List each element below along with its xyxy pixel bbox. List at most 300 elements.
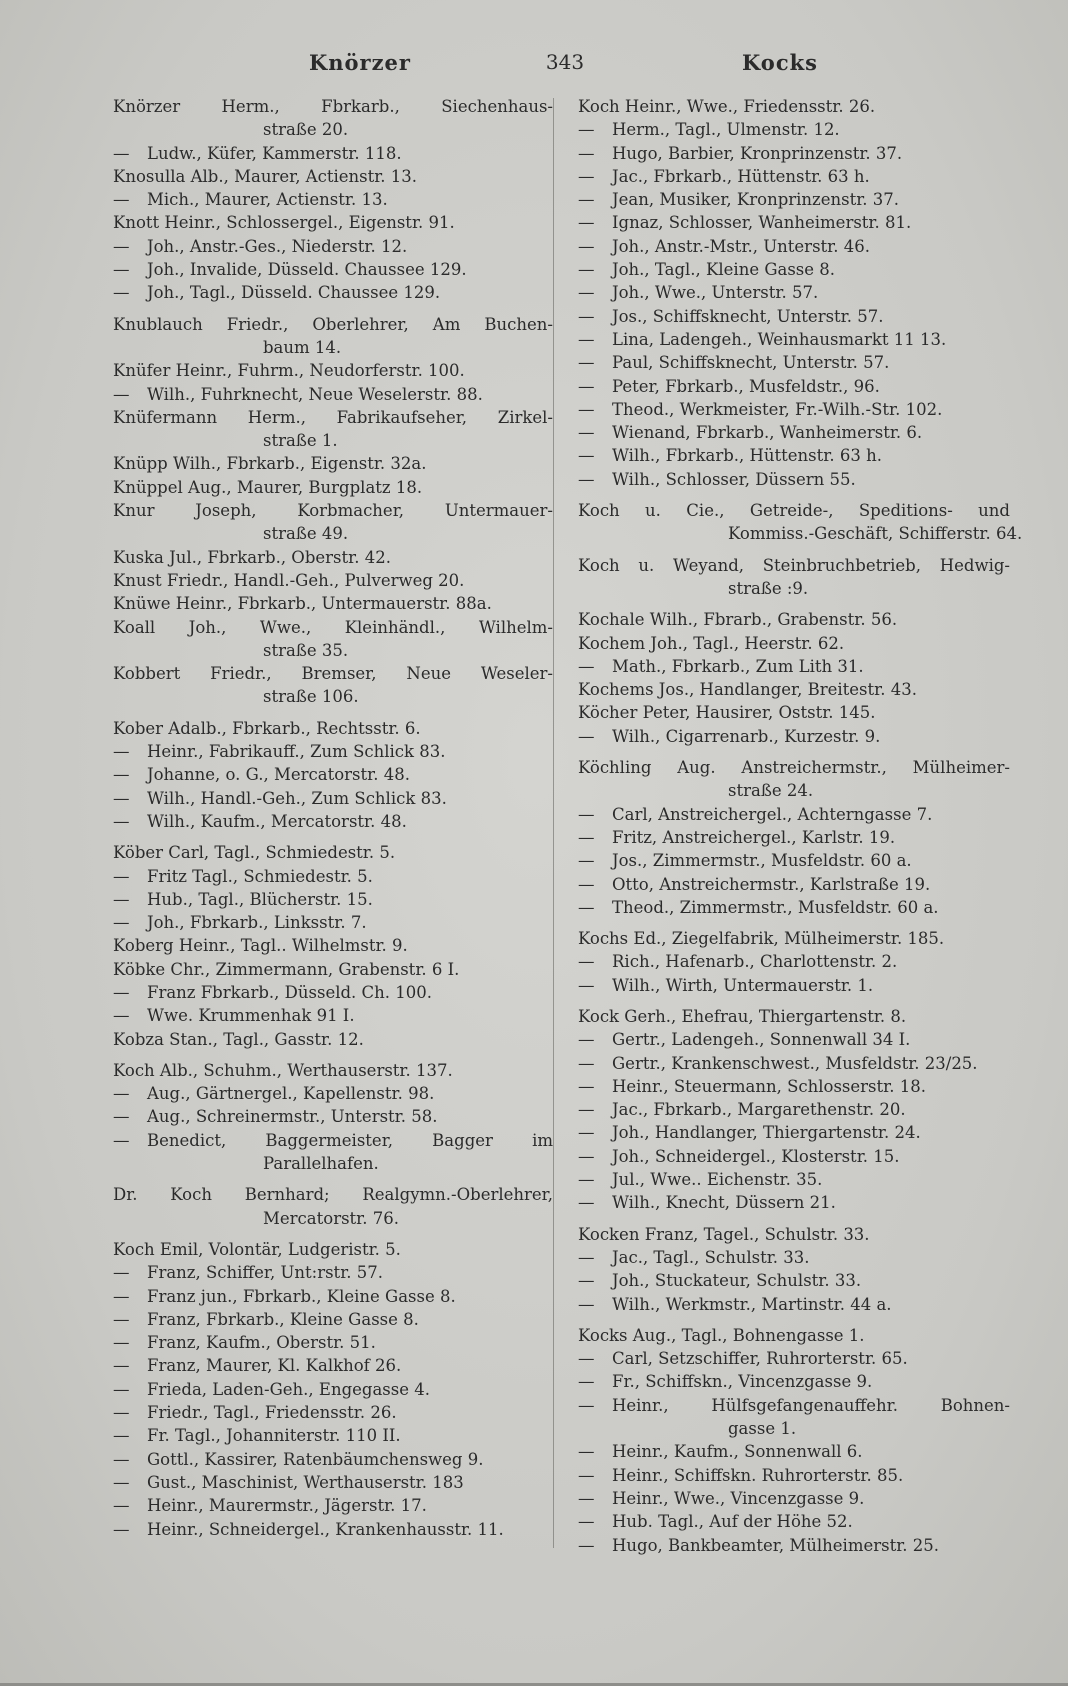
entry-ditto (113, 235, 553, 258)
entry-text: Knüfer Heinr., Fuhrm., Neudorferstr. 100. (113, 361, 465, 381)
entry-text: Ignaz, Schlosser, Wanheimerstr. 81. (612, 213, 912, 233)
ditto-dash: — (113, 811, 130, 831)
ditto-dash: — (578, 1193, 595, 1213)
entry-ditto (578, 1121, 1010, 1144)
entry-text: Joh., Handlanger, Thiergartenstr. 24. (612, 1123, 921, 1143)
ditto-dash: — (578, 1395, 595, 1415)
entry-text: Parallelhafen. (263, 1154, 379, 1174)
entry-line (113, 1183, 553, 1206)
entry-ditto (578, 896, 1010, 919)
entry-ditto (578, 1487, 1010, 1510)
entry-line (113, 406, 553, 429)
entry-line (578, 678, 1010, 701)
ditto-dash: — (113, 1379, 130, 1399)
entry-text: Math., Fbrkarb., Zum Lith 31. (612, 656, 864, 676)
entry-text: Wilh., Fbrkarb., Hüttenstr. 63 h. (612, 446, 882, 466)
ditto-dash: — (113, 1472, 130, 1492)
ditto-dash: — (578, 1294, 595, 1314)
entry-ditto (578, 1394, 1010, 1417)
entry-ditto (578, 211, 1010, 234)
ditto-dash: — (578, 851, 595, 871)
entry-text: Heinr., Wwe., Vincenzgasse 9. (612, 1488, 865, 1508)
entry-text: Heinr., Kaufm., Sonnenwall 6. (612, 1442, 863, 1462)
entry-text: Joh., Anstr.-Mstr., Unterstr. 46. (612, 236, 870, 256)
entry-ditto (113, 188, 553, 211)
entry-text: Hugo, Bankbeamter, Mülheimerstr. 25. (612, 1535, 940, 1555)
entry-text: Joh., Tagl., Kleine Gasse 8. (612, 260, 836, 280)
entry-ditto (113, 281, 553, 304)
entry-text: Wienand, Fbrkarb., Wanheimerstr. 6. (612, 423, 923, 443)
ditto-dash: — (578, 827, 595, 847)
ditto-dash: — (578, 804, 595, 824)
ditto-dash: — (578, 120, 595, 140)
entry-ditto (578, 950, 1010, 973)
entry-text: Theod., Zimmermstr., Musfeldstr. 60 a. (612, 897, 939, 917)
ditto-dash: — (578, 329, 595, 349)
entry-text: Wilh., Fuhrknecht, Neue Weselerstr. 88. (147, 384, 483, 404)
entry-text: Köchling Aug. Anstreichermstr., Mülheimer- (578, 758, 1010, 778)
entry-text: Koberg Heinr., Tagl.. Wilhelmstr. 9. (113, 936, 408, 956)
ditto-dash: — (578, 353, 595, 373)
entry-continuation (113, 429, 553, 452)
entry-text: Kobbert Friedr., Bremser, Neue Weseler- (113, 664, 553, 684)
entry-ditto (578, 258, 1010, 281)
entry-text: Franz jun., Fbrkarb., Kleine Gasse 8. (147, 1286, 456, 1306)
entry-ditto (578, 873, 1010, 896)
entry-continuation (578, 1417, 1010, 1440)
entry-group (578, 499, 1023, 546)
entry-text: straße 35. (263, 640, 349, 660)
ditto-dash: — (578, 260, 595, 280)
ditto-dash: — (113, 1519, 130, 1539)
entry-line (113, 934, 553, 957)
ditto-dash: — (578, 143, 595, 163)
entry-group (578, 95, 1010, 491)
entry-ditto (578, 444, 1010, 467)
ditto-dash: — (113, 384, 130, 404)
entry-text: Benedict, Baggermeister, Bagger im (147, 1130, 553, 1150)
entry-group (578, 1005, 1010, 1215)
entry-text: Hugo, Barbier, Kronprinzenstr. 37. (612, 143, 903, 163)
ditto-dash: — (578, 952, 595, 972)
entry-text: Heinr., Schneidergel., Krankenhausstr. 11. (147, 1519, 504, 1539)
entry-text: Joh., Stuckateur, Schulstr. 33. (612, 1271, 862, 1291)
entry-text: gasse 1. (728, 1419, 797, 1439)
ditto-dash: — (113, 1084, 130, 1104)
entry-ditto (113, 981, 553, 1004)
ditto-dash: — (113, 866, 130, 886)
entry-text: Jos., Zimmermstr., Musfeldstr. 60 a. (612, 851, 912, 871)
entry-ditto (578, 1052, 1010, 1075)
entry-group (578, 927, 1010, 997)
entry-text: Joh., Fbrkarb., Linksstr. 7. (147, 913, 367, 933)
ditto-dash: — (578, 1076, 595, 1096)
ditto-dash: — (113, 1006, 130, 1026)
entry-line (578, 608, 1010, 631)
entry-ditto (113, 763, 553, 786)
entry-text: Paul, Schiffsknecht, Unterstr. 57. (612, 353, 890, 373)
entry-ditto (578, 1246, 1010, 1269)
entry-line (113, 313, 553, 336)
entry-text: straße 20. (263, 120, 349, 140)
entry-ditto (113, 1308, 553, 1331)
ditto-dash: — (113, 889, 130, 909)
entry-ditto (113, 1424, 553, 1447)
entry-text: Knüpp Wilh., Fbrkarb., Eigenstr. 32a. (113, 454, 427, 474)
entry-text: Heinr., Fabrikauff., Zum Schlick 83. (147, 742, 446, 762)
entry-text: baum 14. (263, 337, 342, 357)
entry-ditto (113, 1518, 553, 1541)
header-last-name: Kocks (742, 50, 818, 75)
entry-ditto (578, 725, 1010, 748)
entry-line (113, 958, 553, 981)
entry-text: Koall Joh., Wwe., Kleinhändl., Wilhelm- (113, 617, 553, 637)
entry-text: Heinr., Schiffskn. Ruhrorterstr. 85. (612, 1465, 904, 1485)
header-first-name: Knörzer (309, 50, 411, 75)
entry-text: Wilh., Cigarrenarb., Kurzestr. 9. (612, 726, 881, 746)
entry-text: Joh., Tagl., Düsseld. Chaussee 129. (147, 283, 441, 303)
entry-ditto (578, 974, 1010, 997)
ditto-dash: — (578, 1349, 595, 1369)
entry-text: Frieda, Laden-Geh., Engegasse 4. (147, 1379, 430, 1399)
entry-ditto (113, 1331, 553, 1354)
entry-line (113, 569, 553, 592)
entry-text: Wwe. Krummenhak 91 I. (147, 1006, 355, 1026)
entry-continuation (113, 1207, 553, 1230)
entry-ditto (578, 1191, 1010, 1214)
entry-line (113, 476, 553, 499)
entry-text: Ludw., Küfer, Kammerstr. 118. (147, 143, 402, 163)
entry-text: Wilh., Werkmstr., Martinstr. 44 a. (612, 1294, 892, 1314)
entry-text: Knust Friedr., Handl.-Geh., Pulverweg 20. (113, 570, 465, 590)
ditto-dash: — (113, 765, 130, 785)
entry-ditto (578, 1347, 1010, 1370)
entry-line (113, 717, 553, 740)
entry-text: Hub. Tagl., Auf der Höhe 52. (612, 1512, 853, 1532)
entry-text: Koch u. Cie., Getreide-, Speditions- und (578, 501, 1010, 521)
entry-ditto (578, 165, 1010, 188)
entry-ditto (113, 888, 553, 911)
entry-ditto (578, 655, 1010, 678)
entry-ditto (578, 351, 1010, 374)
entry-ditto (113, 1354, 553, 1377)
entry-text: Knüfermann Herm., Fabrikaufseher, Zirkel- (113, 407, 553, 427)
entry-text: straße 1. (263, 431, 338, 451)
ditto-dash: — (578, 166, 595, 186)
entry-text: Aug., Schreinermstr., Unterstr. 58. (147, 1107, 438, 1127)
entry-text: Knüppel Aug., Maurer, Burgplatz 18. (113, 477, 423, 497)
entry-line (113, 165, 553, 188)
entry-ditto (113, 787, 553, 810)
entry-text: Wilh., Kaufm., Mercatorstr. 48. (147, 811, 407, 831)
ditto-dash: — (578, 376, 595, 396)
entry-ditto (578, 421, 1010, 444)
entry-text: Franz, Fbrkarb., Kleine Gasse 8. (147, 1309, 419, 1329)
entry-line (113, 616, 553, 639)
ditto-dash: — (578, 1465, 595, 1485)
ditto-dash: — (578, 1488, 595, 1508)
entry-group (578, 1324, 1010, 1557)
entry-text: Knott Heinr., Schlossergel., Eigenstr. 91. (113, 213, 455, 233)
entry-ditto (113, 258, 553, 281)
entry-text: Joh., Schneidergel., Klosterstr. 15. (612, 1146, 900, 1166)
entry-text: Wilh., Wirth, Untermauerstr. 1. (612, 975, 874, 995)
entry-line (113, 1059, 553, 1082)
ditto-dash: — (113, 788, 130, 808)
entry-text: Köcher Peter, Hausirer, Oststr. 145. (578, 703, 876, 723)
entry-ditto (113, 1448, 553, 1471)
entry-ditto (578, 1145, 1010, 1168)
ditto-dash: — (113, 1356, 130, 1376)
ditto-dash: — (578, 975, 595, 995)
entry-ditto (578, 1028, 1010, 1051)
entry-text: Gottl., Kassirer, Ratenbäumchensweg 9. (147, 1449, 484, 1469)
running-header (0, 50, 1068, 80)
entry-line (578, 499, 1010, 522)
entry-text: Jac., Fbrkarb., Margarethenstr. 20. (612, 1100, 906, 1120)
entry-text: Mercatorstr. 76. (263, 1208, 399, 1228)
ditto-dash: — (113, 1403, 130, 1423)
entry-text: Franz, Schiffer, Unt:rstr. 57. (147, 1263, 383, 1283)
entry-text: straße 24. (728, 781, 814, 801)
entry-text: Koch Heinr., Wwe., Friedensstr. 26. (578, 97, 876, 116)
entry-text: Koch u. Weyand, Steinbruchbetrieb, Hedwig- (578, 555, 1010, 575)
entry-ditto (578, 398, 1010, 421)
entry-ditto (578, 235, 1010, 258)
entry-ditto (578, 118, 1010, 141)
entry-group (578, 608, 1010, 748)
ditto-dash: — (113, 1426, 130, 1446)
ditto-dash: — (113, 1130, 130, 1150)
entry-line (113, 1238, 553, 1261)
entry-ditto (578, 1534, 1010, 1557)
entry-text: Knosulla Alb., Maurer, Actienstr. 13. (113, 166, 418, 186)
ditto-dash: — (113, 236, 130, 256)
entry-ditto (578, 1269, 1010, 1292)
entry-continuation (113, 522, 553, 545)
entry-ditto (113, 1004, 553, 1027)
entry-ditto (113, 1082, 553, 1105)
entry-text: Kochale Wilh., Fbrarb., Grabenstr. 56. (578, 610, 898, 630)
entry-ditto (578, 328, 1010, 351)
entry-text: Lina, Ladengeh., Weinhausmarkt 11 13. (612, 329, 947, 349)
ditto-dash: — (113, 143, 130, 163)
entry-line (578, 927, 1010, 950)
entry-ditto (578, 1464, 1010, 1487)
entry-text: Jac., Fbrkarb., Hüttenstr. 63 h. (612, 166, 870, 186)
entry-text: Jean, Musiker, Kronprinzenstr. 37. (612, 190, 900, 210)
entry-text: Jac., Tagl., Schulstr. 33. (612, 1247, 810, 1267)
entry-group (578, 756, 1010, 919)
ditto-dash: — (113, 1333, 130, 1353)
ditto-dash: — (113, 190, 130, 210)
ditto-dash: — (578, 190, 595, 210)
entry-line (113, 499, 553, 522)
ditto-dash: — (578, 283, 595, 303)
ditto-dash: — (578, 1053, 595, 1073)
ditto-dash: — (578, 446, 595, 466)
entry-text: Dr. Koch Bernhard; Realgymn.-Oberlehrer, (113, 1185, 553, 1205)
entry-text: Kommiss.-Geschäft, Schifferstr. 64. (728, 524, 1023, 544)
entry-ditto (113, 1494, 553, 1517)
entry-group (113, 1238, 553, 1541)
column-divider (553, 98, 554, 1548)
ditto-dash: — (578, 1512, 595, 1532)
entry-text: Koch Alb., Schuhm., Werthauserstr. 137. (113, 1060, 453, 1080)
entry-ditto (578, 188, 1010, 211)
entry-ditto (578, 1075, 1010, 1098)
entry-line (113, 662, 553, 685)
entry-text: Kuska Jul., Fbrkarb., Oberstr. 42. (113, 547, 391, 567)
ditto-dash: — (578, 874, 595, 894)
entry-group (113, 95, 553, 305)
entry-ditto (578, 1510, 1010, 1533)
entry-line (113, 1028, 553, 1051)
entry-text: Knüwe Heinr., Fbrkarb., Untermauerstr. 88a. (113, 594, 492, 614)
entry-text: Fr. Tagl., Johanniterstr. 110 II. (147, 1426, 401, 1446)
entry-text: Peter, Fbrkarb., Musfeldstr., 96. (612, 376, 880, 396)
ditto-dash: — (113, 1309, 130, 1329)
ditto-dash: — (578, 1170, 595, 1190)
entry-text: Kobza Stan., Tagl., Gasstr. 12. (113, 1029, 364, 1049)
ditto-dash: — (113, 1107, 130, 1127)
ditto-dash: — (578, 1123, 595, 1143)
entry-text: Knur Joseph, Korbmacher, Untermauer- (113, 501, 553, 521)
entry-group (113, 717, 553, 833)
entry-text: Hub., Tagl., Blücherstr. 15. (147, 889, 373, 909)
entry-text: straße :9. (728, 578, 809, 598)
entry-text: Jul., Wwe.. Eichenstr. 35. (612, 1170, 823, 1190)
entry-line (113, 359, 553, 382)
entry-line (578, 701, 1010, 724)
ditto-dash: — (578, 1100, 595, 1120)
entry-group (578, 554, 1010, 601)
ditto-dash: — (578, 469, 595, 489)
entry-ditto (578, 468, 1010, 491)
entry-ditto (578, 1168, 1010, 1191)
ditto-dash: — (113, 1263, 130, 1283)
entry-text: Kock Gerh., Ehefrau, Thiergartenstr. 8. (578, 1006, 907, 1026)
ditto-dash: — (578, 726, 595, 746)
ditto-dash: — (578, 897, 595, 917)
entry-text: Fritz Tagl., Schmiedestr. 5. (147, 866, 373, 886)
entry-text: Kocken Franz, Tagel., Schulstr. 33. (578, 1224, 870, 1244)
entry-ditto (113, 1401, 553, 1424)
entry-ditto (113, 740, 553, 763)
ditto-dash: — (578, 1271, 595, 1291)
page-number: 343 (545, 50, 585, 74)
entry-continuation (113, 685, 553, 708)
ditto-dash: — (578, 1372, 595, 1392)
entry-ditto (113, 1129, 553, 1152)
entry-continuation (113, 118, 553, 141)
entry-text: Wilh., Handl.-Geh., Zum Schlick 83. (147, 788, 447, 808)
entry-line (578, 95, 1010, 118)
ditto-dash: — (113, 1449, 130, 1469)
entry-ditto (113, 1285, 553, 1308)
left-column (113, 95, 553, 1549)
entry-text: Kochs Ed., Ziegelfabrik, Mülheimerstr. 185. (578, 929, 945, 949)
entry-line (578, 632, 1010, 655)
entry-ditto (113, 383, 553, 406)
entry-text: Theod., Werkmeister, Fr.-Wilh.-Str. 102. (612, 399, 943, 419)
entry-ditto (578, 305, 1010, 328)
entry-text: Kocks Aug., Tagl., Bohnengasse 1. (578, 1325, 865, 1345)
ditto-dash: — (113, 1496, 130, 1516)
entry-text: Wilh., Knecht, Düssern 21. (612, 1193, 836, 1213)
entry-ditto (578, 1098, 1010, 1121)
ditto-dash: — (578, 1535, 595, 1555)
ditto-dash: — (578, 656, 595, 676)
entry-continuation (113, 1152, 553, 1175)
entry-text: Gertr., Ladengeh., Sonnenwall 34 I. (612, 1030, 911, 1050)
ditto-dash: — (113, 1286, 130, 1306)
entry-continuation (578, 779, 1010, 802)
entry-ditto (113, 1105, 553, 1128)
entry-ditto (113, 1471, 553, 1494)
ditto-dash: — (578, 1442, 595, 1462)
entry-line (578, 1324, 1010, 1347)
entry-group (113, 1183, 553, 1230)
entry-ditto (113, 1261, 553, 1284)
entry-text: Wilh., Schlosser, Düssern 55. (612, 469, 856, 489)
entry-text: Fritz, Anstreichergel., Karlstr. 19. (612, 827, 896, 847)
entry-text: Otto, Anstreichermstr., Karlstraße 19. (612, 874, 931, 894)
entry-text: Knublauch Friedr., Oberlehrer, Am Buchen- (113, 314, 553, 334)
entry-ditto (578, 849, 1010, 872)
entry-text: Gust., Maschinist, Werthauserstr. 183 (147, 1472, 464, 1492)
entry-text: Fr., Schiffskn., Vincenzgasse 9. (612, 1372, 873, 1392)
ditto-dash: — (578, 423, 595, 443)
entry-text: Rich., Hafenarb., Charlottenstr. 2. (612, 952, 898, 972)
ditto-dash: — (578, 213, 595, 233)
entry-line (113, 95, 553, 118)
entry-text: Franz, Kaufm., Oberstr. 51. (147, 1333, 376, 1353)
right-column (578, 95, 1023, 1565)
entry-ditto (113, 1378, 553, 1401)
entry-line (113, 546, 553, 569)
entry-ditto (578, 281, 1010, 304)
ditto-dash: — (578, 1146, 595, 1166)
entry-group (113, 313, 553, 709)
entry-text: Gertr., Krankenschwest., Musfeldstr. 23/25. (612, 1053, 978, 1073)
entry-line (578, 1223, 1010, 1246)
entry-ditto (113, 911, 553, 934)
entry-line (113, 452, 553, 475)
entry-ditto (113, 142, 553, 165)
entry-line (113, 841, 553, 864)
ditto-dash: — (113, 913, 130, 933)
entry-text: Köbke Chr., Zimmermann, Grabenstr. 6 I. (113, 959, 460, 979)
entry-text: Herm., Tagl., Ulmenstr. 12. (612, 120, 840, 140)
entry-continuation (113, 639, 553, 662)
entry-text: Heinr., Steuermann, Schlosserstr. 18. (612, 1076, 926, 1096)
ditto-dash: — (113, 260, 130, 280)
entry-text: Carl, Setzschiffer, Ruhrorterstr. 65. (612, 1349, 908, 1369)
entry-text: Joh., Invalide, Düsseld. Chaussee 129. (147, 260, 467, 280)
entry-text: straße 49. (263, 524, 349, 544)
entry-text: Johanne, o. G., Mercatorstr. 48. (147, 765, 410, 785)
entry-ditto (113, 810, 553, 833)
entry-ditto (578, 1440, 1010, 1463)
entry-continuation (578, 522, 1023, 545)
entry-text: Heinr., Hülfsgefangenauffehr. Bohnen- (612, 1395, 1010, 1415)
entry-text: straße 106. (263, 687, 359, 707)
entry-group (113, 841, 553, 1051)
entry-text: Köber Carl, Tagl., Schmiedestr. 5. (113, 843, 396, 863)
entry-line (578, 756, 1010, 779)
entry-text: Jos., Schiffsknecht, Unterstr. 57. (612, 306, 884, 326)
